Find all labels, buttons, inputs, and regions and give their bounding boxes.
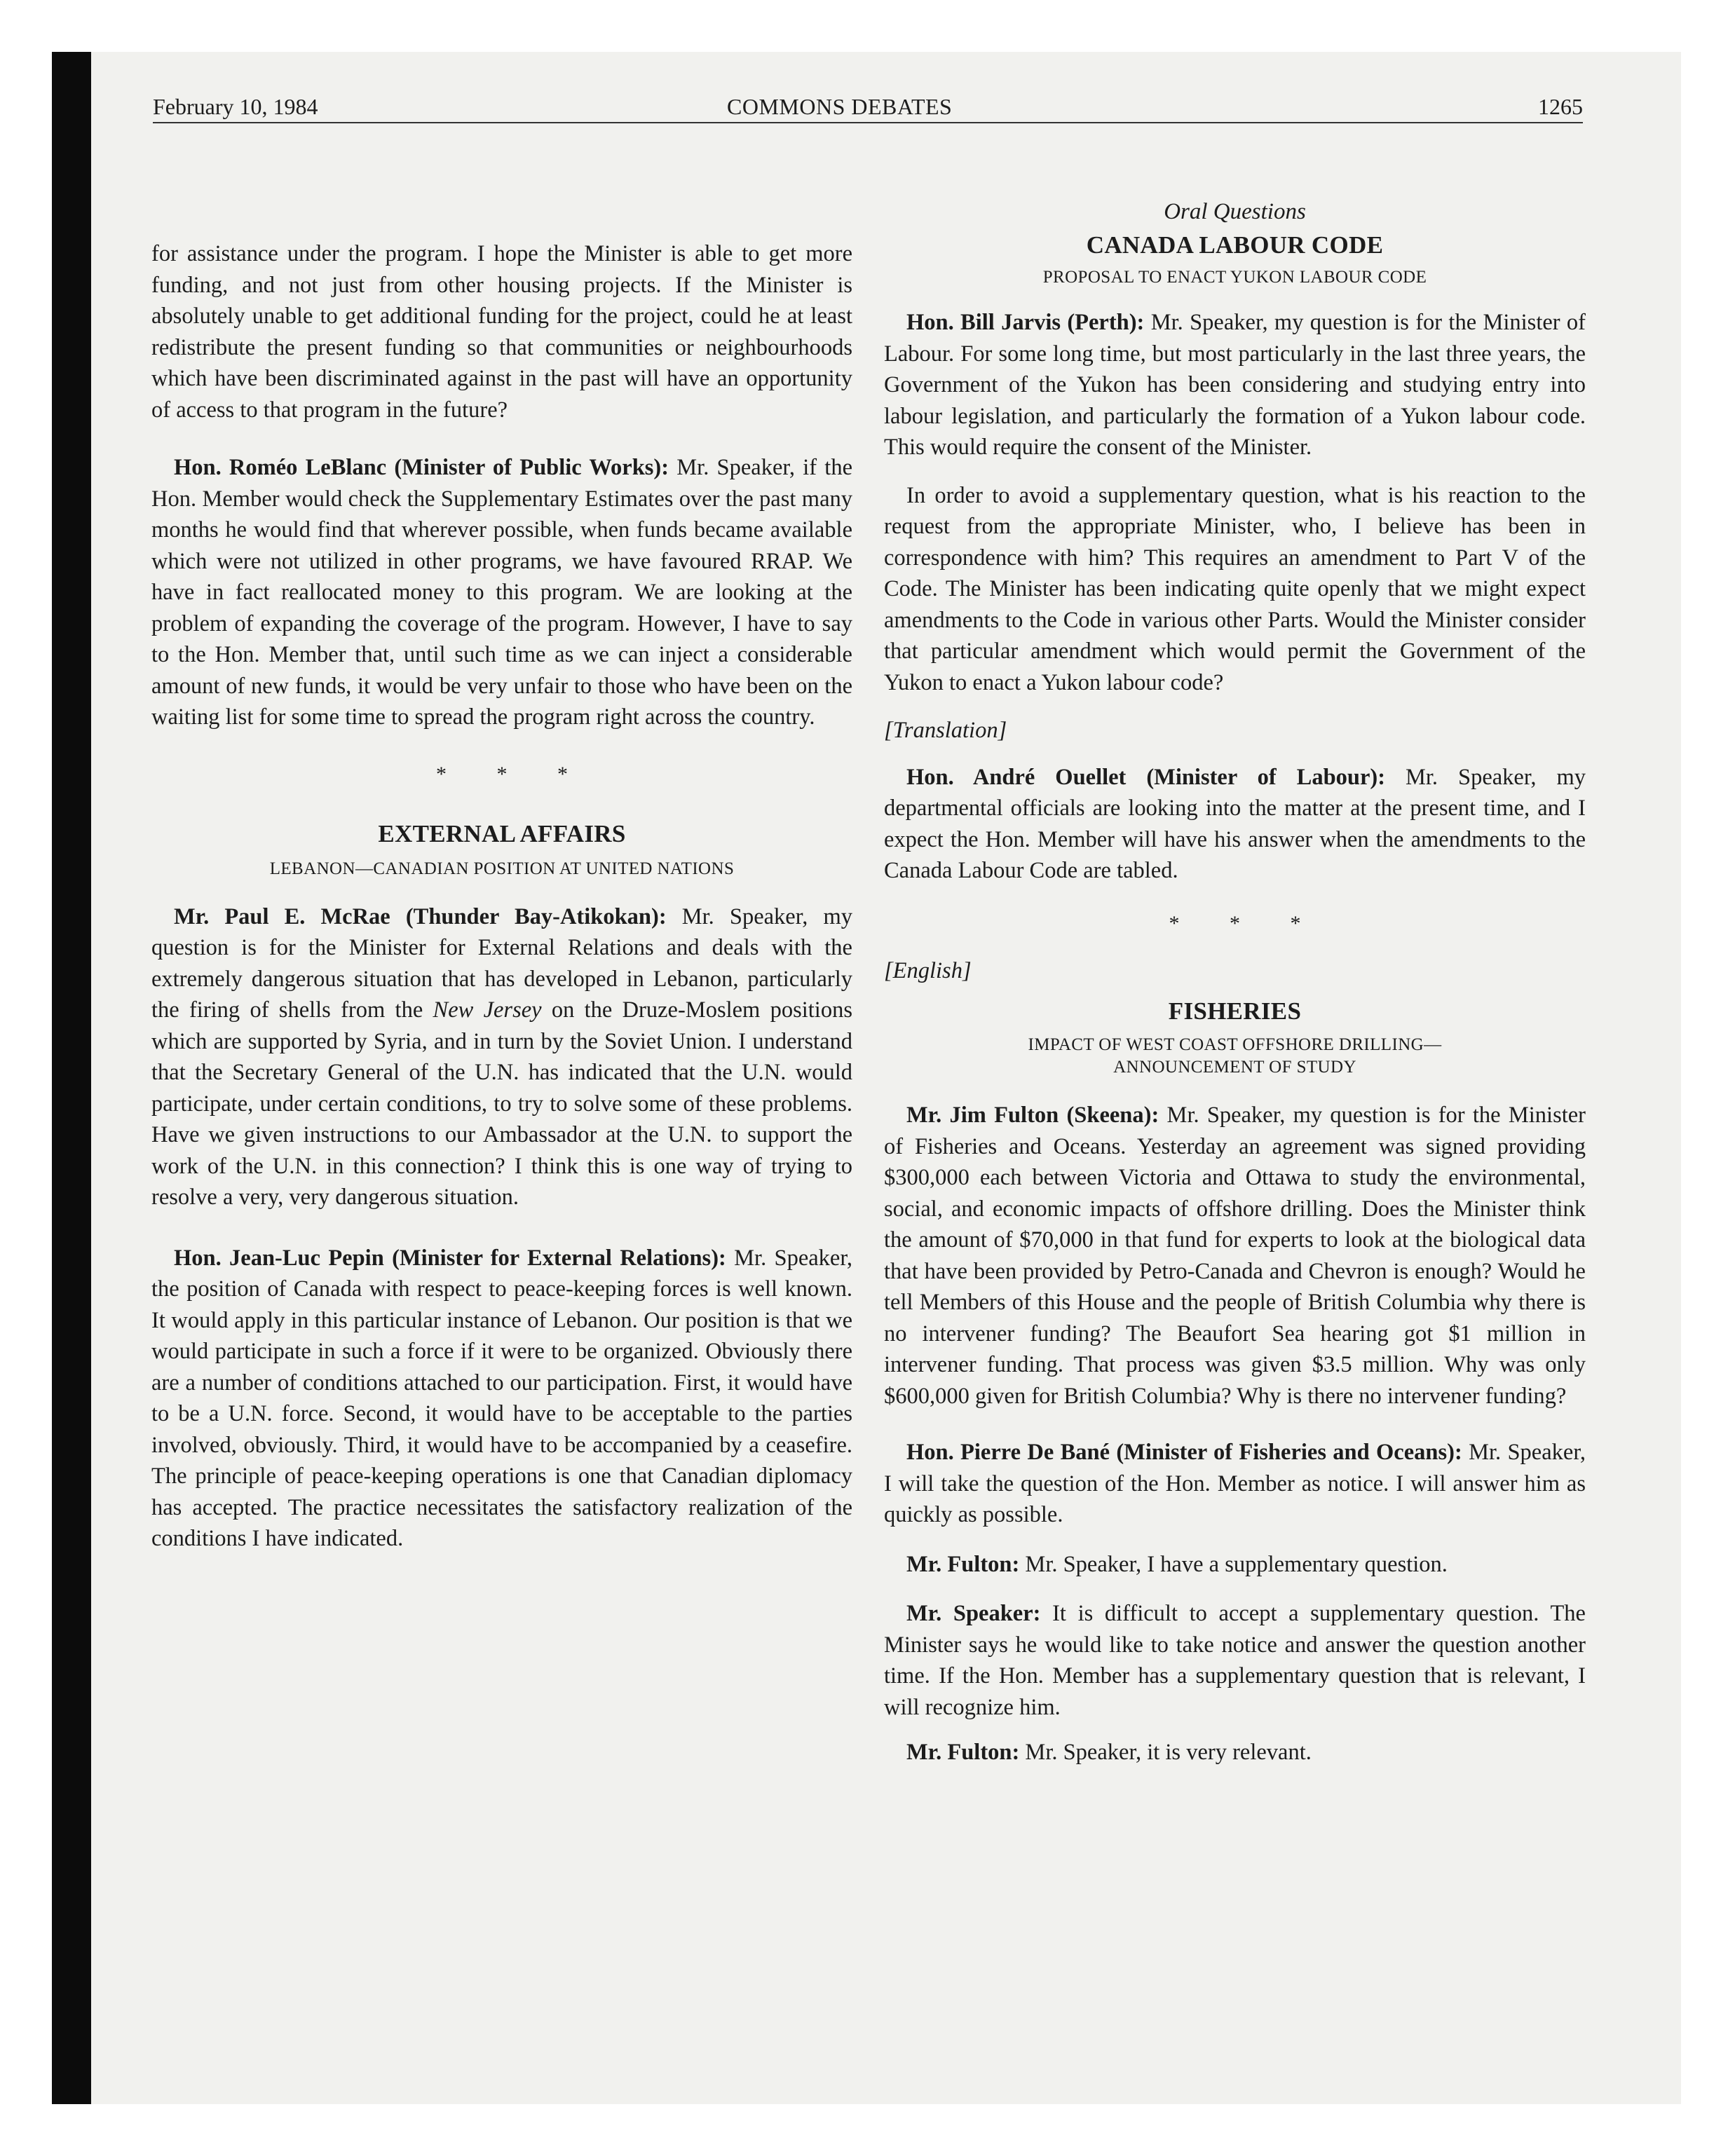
paragraph bbox=[884, 307, 1586, 463]
speech-text: Mr. Speaker, the position of Canada with respect to peace-keeping forces is well known. It would apply in this particular instance of Lebanon. Our position is that we would participate in such a force if it were to be organized. Obviously there are a number of conditions attached to our participation. First, it would have to be a U.N. force. Second, it would have to be acceptable to the parties involved, obviously. Third, it would have to be accompanied by a ceasefire. The principle of peace-keeping operations is one that Canadian diplomacy has accepted. The practice necessitates the satisfactory realization of the conditions I have indicated. bbox=[151, 1245, 852, 1551]
english-tag: [English] bbox=[884, 957, 972, 983]
paragraph bbox=[884, 1100, 1586, 1412]
speech-text: It is difficult to accept a supplementary question. The Minister says he would like to take notice and answer the question another time. If the Hon. Member has a supplementary question that is relevant, I will recognize him. bbox=[884, 1601, 1586, 1720]
speech-text: Mr. Speaker, my departmental officials are looking into the matter at the present time, and I expect the Hon. Member will have his answer when the amendments to the Canada Labour Code are tabled. bbox=[884, 764, 1586, 883]
speaker-name: Hon. Bill Jarvis (Perth): bbox=[906, 310, 1145, 335]
speaker-name: Hon. André Ouellet (Minister of Labour): bbox=[906, 764, 1386, 790]
speaker-name: Mr. Paul E. McRae (Thunder Bay-Atikokan): bbox=[174, 903, 667, 929]
header-title: COMMONS DEBATES bbox=[727, 94, 953, 119]
paragraph bbox=[151, 452, 852, 733]
paragraph bbox=[884, 762, 1586, 887]
header-page-number: 1265 bbox=[1538, 94, 1583, 119]
section-subtitle: LEBANON—CANADIAN POSITION AT UNITED NATIONS bbox=[269, 859, 735, 878]
section-separator: * * * bbox=[436, 762, 590, 786]
translation-tag: [Translation] bbox=[884, 718, 1007, 743]
speech-text: Mr. Speaker, my question is for the Minister of Fisheries and Oceans. Yesterday an agreement was signed providing $300,000 each between Victoria and Ottawa to study the environmental, social, and economic impacts of offshore drilling. Does the Minister think the amount of $70,000 in that fund for experts to look at the biological data that have been provided by Petro-Canada and Chevron is enough? Would he tell Members of this House and the people of British Columbia why there is no intervener funding? The Beaufort Sea hearing got $1 million in intervener funding. That process was given $3.5 million. Why was only $600,000 given for British Columbia? Why is there no intervener funding? bbox=[884, 1103, 1586, 1409]
paragraph: for assistance under the program. I hope the Minister is able to get more funding, and not just from other housing projects. If the Minister is absolutely unable to get additional funding for the project, could he at least redistribute the present funding so that communities or neighbourhoods which have been discriminated against in the past will have an opportunity of access to that program in the future? bbox=[151, 241, 852, 423]
speaker-name: Mr. Fulton: bbox=[906, 1740, 1020, 1765]
section-title: FISHERIES bbox=[1168, 997, 1302, 1025]
section-subtitle: IMPACT OF WEST COAST OFFSHORE DRILLING— bbox=[1028, 1035, 1442, 1054]
right-column bbox=[884, 149, 1586, 1768]
speech-text: on the Druze-Moslem positions which are supported by Syria, and in turn by the Soviet Union. I understand that the Secretary General of the U.N. has indicated that the U.N. would participate, under certain conditions, to try to solve some of these problems. Have we given instructions to our Ambassador at the U.N. to support the work of the U.N. in this connection? I think this is one way of trying to resolve a very, very dangerous situation. bbox=[151, 997, 852, 1210]
speech-text: Mr. Speaker, if the Hon. Member would check the Supplementary Estimates over the past many months he would find that wherever possible, when funds became available which were not utilized in other programs, we have favoured RRAP. We have in fact reallocated money to this program. We are looking at the problem of expanding the coverage of the program. However, I have to say to the Hon. Member that, until such time as we can inject a considerable amount of new funds, it would be very unfair to those who have been on the waiting list for some time to spread the program right across the country. bbox=[151, 455, 852, 730]
speaker-name: Mr. Speaker: bbox=[906, 1601, 1041, 1626]
section-title: CANADA LABOUR CODE bbox=[1086, 231, 1384, 259]
paragraph bbox=[151, 1243, 852, 1555]
speaker-name: Hon. Jean-Luc Pepin (Minister for External Relations): bbox=[174, 1245, 726, 1271]
header-rule bbox=[153, 122, 1583, 123]
speech-text: Mr. Speaker, my question is for the Minister of Labour. For some long time, but most particularly in the last three years, the Government of the Yukon has been considering and studying entry into labour legislation, and particularly the formation of a Yukon labour code. This would require the consent of the Minister. bbox=[884, 310, 1586, 460]
header-date: February 10, 1984 bbox=[153, 94, 318, 119]
section-subtitle: PROPOSAL TO ENACT YUKON LABOUR CODE bbox=[1042, 268, 1427, 287]
section-subtitle: ANNOUNCEMENT OF STUDY bbox=[1113, 1058, 1356, 1077]
speaker-name: Mr. Fulton: bbox=[906, 1551, 1020, 1577]
section-title: EXTERNAL AFFAIRS bbox=[378, 819, 626, 847]
left-column bbox=[151, 149, 852, 1555]
speaker-name: Mr. Jim Fulton (Skeena): bbox=[906, 1103, 1159, 1128]
speech-text: Mr. Speaker, I will take the question of the Hon. Member as notice. I will answer him as quickly as possible. bbox=[884, 1440, 1586, 1527]
paragraph bbox=[884, 1737, 1586, 1768]
section-separator: * * * bbox=[1169, 911, 1324, 935]
paragraph bbox=[151, 901, 852, 1213]
paragraph bbox=[884, 1437, 1586, 1531]
speaker-name: Hon. Pierre De Bané (Minister of Fisheries and Oceans): bbox=[906, 1440, 1462, 1465]
speech-text: Mr. Speaker, I have a supplementary question. bbox=[1019, 1551, 1448, 1577]
paragraph: In order to avoid a supplementary question, what is his reaction to the request from the appropriate Minister, who, I believe has been in correspondence with him? This requires an amendment to Part V of the Code. The Minister has been indicating quite openly that we might expect amendments to the Code in various other Parts. Would the Minister consider that particular amendment which would permit the Government of the Yukon to enact a Yukon labour code? bbox=[884, 482, 1586, 695]
page-binding-edge bbox=[52, 52, 91, 2104]
paragraph bbox=[884, 1549, 1586, 1581]
speech-text: Mr. Speaker, it is very relevant. bbox=[1019, 1740, 1312, 1765]
speech-text: Mr. Speaker, my question is for the Minister for External Relations and deals with the extremely dangerous situation that has developed in Lebanon, particularly the firing of shells from the bbox=[151, 903, 852, 1023]
speaker-name: Hon. Roméo LeBlanc (Minister of Public Works): bbox=[174, 455, 669, 480]
ship-name: New Jersey bbox=[433, 997, 542, 1023]
running-head: Oral Questions bbox=[1164, 199, 1306, 224]
paragraph bbox=[884, 1598, 1586, 1723]
